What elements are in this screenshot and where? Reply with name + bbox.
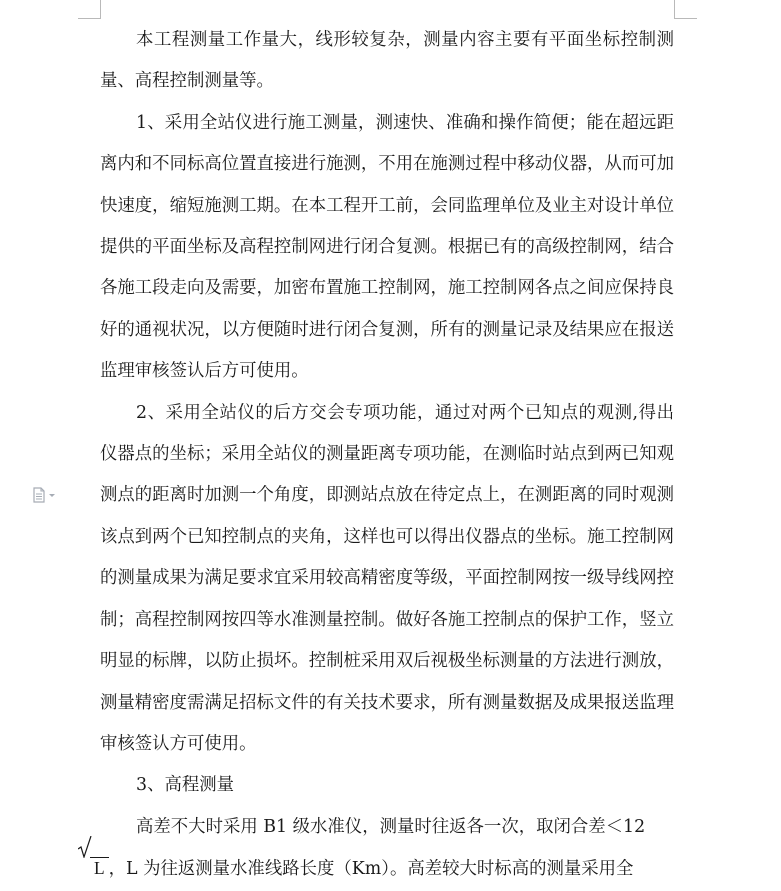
paragraph-intro: 本工程测量工作量大，线形较复杂，测量内容主要有平面坐标控制测量、高程控制测量等。 xyxy=(100,30,674,92)
square-root-sign-icon xyxy=(78,836,92,858)
crop-mark-left xyxy=(78,0,101,19)
crop-mark-right xyxy=(674,0,697,19)
section-heading-elevation: 3、高程测量 xyxy=(136,775,235,796)
paragraph-options-icon[interactable] xyxy=(32,487,62,503)
paragraph-formula-line xyxy=(78,848,674,890)
paragraph-elevation-method: 高差不大时采用 B1 级水准仪，测量时往返各一次，取闭合差＜12 xyxy=(136,816,646,837)
formula-line-text: ，L 为往返测量水准线路长度（Km）。高差较大时标高的测量采用全 xyxy=(108,859,634,880)
square-root-formula xyxy=(78,848,109,890)
formula-radicand: L xyxy=(90,857,109,878)
paragraph-item-1: 1、采用全站仪进行施工测量，测速快、准确和操作简便；能在超远距离内和不同标高位置直接进行施测，不用在施测过程中移动仪器，从而可加快速度，缩短施测工期。在本工程开工前，会同监理单位及业主对设计单位提供的平面坐标及高程控制网进行闭合复测。根据已有的高级控制网，结合各施工段走向及需要，加密布置施工控制网，施工控制网各点之间应保持良好的通视状况，以方便随时进行闭合复测，所有的测量记录及结果应在报送监理审核签认后方可使用。 xyxy=(100,112,674,382)
document-body[interactable] xyxy=(94,20,674,891)
paragraph-item-2: 2、采用全站仪的后方交会专项功能，通过对两个已知点的观测,得出仪器点的坐标；采用全站仪的测量距离专项功能，在测临时站点到两已知观测点的距离时加测一个角度，即测站点放在待定点上，在测距离的同时观测该点到两个已知控制点的夹角，这样也可以得出仪器点的坐标。施工控制网的测量成果为满足要求宜采用较高精密度等级，平面控制网按一级导线网控制；高程控制网按四等水准测量控制。做好各施工控制点的保护工作，竖立明显的标牌，以防止损坏。控制桩采用双后视极坐标测量的方法进行测放，测量精密度需满足招标文件的有关技术要求，所有测量数据及成果报送监理审核签认方可使用。 xyxy=(100,402,674,754)
